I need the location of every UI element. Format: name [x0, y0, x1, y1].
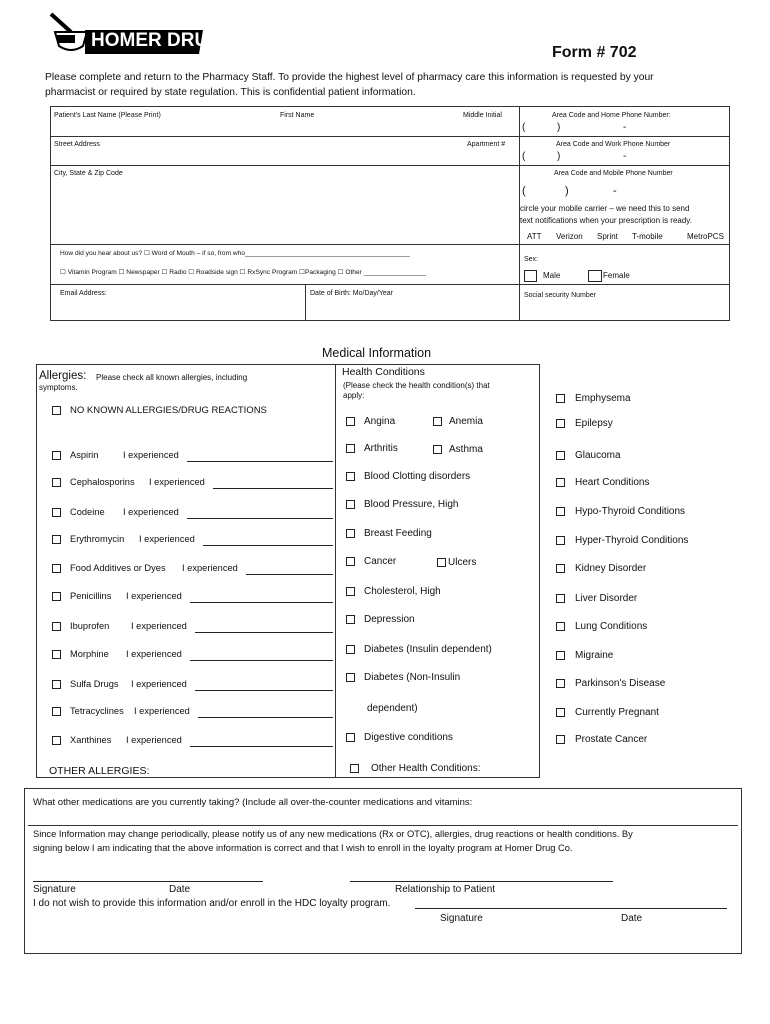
relationship-line[interactable] — [350, 881, 613, 882]
allergies-title: Allergies: — [39, 370, 87, 382]
condition-checkbox[interactable] — [556, 394, 565, 403]
allergy-label: Ibuprofen — [70, 621, 110, 631]
condition-blood-pressure-checkbox[interactable] — [346, 500, 355, 509]
date-label: Date — [169, 884, 191, 895]
allergy-experienced-label: I experienced — [126, 735, 182, 745]
work-phone-label: Area Code and Work Phone Number — [556, 141, 671, 148]
logo-text: HOMER DRUGS — [91, 30, 236, 51]
form-number: Form # 702 — [552, 44, 637, 61]
condition-diabetes-insulin-checkbox[interactable] — [346, 645, 355, 654]
condition-checkbox[interactable] — [556, 564, 565, 573]
condition-checkbox[interactable] — [556, 536, 565, 545]
allergy-label: Xanthines — [70, 735, 112, 745]
allergy-experienced-line[interactable] — [198, 717, 333, 718]
home-phone-label: Area Code and Home Phone Number: — [552, 112, 671, 119]
condition-angina-checkbox[interactable] — [346, 417, 355, 426]
condition-checkbox[interactable] — [556, 708, 565, 717]
optout-signature-line[interactable] — [415, 908, 727, 909]
relationship-label: Relationship to Patient — [395, 884, 496, 895]
ssn-label: Social security Number — [524, 292, 596, 299]
allergies-note-1: Please check all known allergies, including — [96, 373, 248, 382]
allergy-checkbox[interactable] — [52, 707, 61, 716]
condition-anemia-checkbox[interactable] — [433, 417, 442, 426]
medical-section-title: Medical Information — [322, 346, 432, 360]
carrier-note-2: text notifications when your prescription is ready. — [520, 216, 692, 225]
allergy-experienced-label: I experienced — [123, 507, 179, 517]
medications-question: What other medications are you currently taking? (Include all over-the-counter medications and vitamins: — [33, 797, 473, 808]
allergy-checkbox[interactable] — [52, 650, 61, 659]
other-allergies-label: OTHER ALLERGIES: — [49, 765, 150, 777]
allergy-experienced-label: I experienced — [149, 477, 205, 487]
notice-line-2: signing below I am indicating that the above information is correct and that I wish to enroll in the loyalty program at Homer Drug Co. — [33, 843, 573, 853]
patient-info-box — [50, 106, 730, 321]
male-label: Male — [543, 271, 561, 280]
mobile-phone-label: Area Code and Mobile Phone Number — [554, 170, 673, 177]
condition-label: Hypo-Thyroid Conditions — [575, 506, 686, 517]
allergy-experienced-line[interactable] — [190, 660, 333, 661]
condition-cancer-checkbox[interactable] — [346, 557, 355, 566]
condition-asthma-checkbox[interactable] — [433, 445, 442, 454]
allergy-experienced-line[interactable] — [246, 574, 333, 575]
conditions-title: Health Conditions — [342, 366, 425, 378]
carrier-verizon[interactable]: Verizon — [556, 232, 583, 241]
condition-digestive-checkbox[interactable] — [346, 733, 355, 742]
allergy-checkbox[interactable] — [52, 680, 61, 689]
allergy-label: Sulfa Drugs — [70, 679, 119, 689]
allergy-checkbox[interactable] — [52, 592, 61, 601]
allergy-label: Morphine — [70, 649, 109, 659]
last-name-label: Patient's Last Name (Please Print) — [54, 112, 161, 119]
condition-label: Currently Pregnant — [575, 707, 659, 718]
allergy-label: Penicillins — [70, 591, 112, 601]
allergy-experienced-label: I experienced — [182, 563, 238, 573]
allergy-checkbox[interactable] — [52, 736, 61, 745]
optout-text: I do not wish to provide this information and/or enroll in the HDC loyalty program. — [33, 898, 391, 909]
allergy-experienced-label: I experienced — [126, 649, 182, 659]
allergy-experienced-line[interactable] — [190, 746, 333, 747]
condition-label: Glaucoma — [575, 450, 621, 461]
allergy-none-checkbox[interactable] — [52, 406, 61, 415]
apartment-label: Apartment # — [467, 141, 506, 148]
allergy-checkbox[interactable] — [52, 564, 61, 573]
signature-line[interactable] — [33, 881, 263, 882]
carrier-att[interactable]: ATT — [527, 232, 542, 241]
intro-line-1: Please complete and return to the Pharmacy Staff. To provide the highest level of pharmacy care this information is requested by your — [45, 72, 654, 83]
condition-blood-clotting-checkbox[interactable] — [346, 472, 355, 481]
hear-about-label[interactable]: How did you hear about us? ☐ Word of Mouth – if so, from who_____________________________________________ — [60, 250, 411, 257]
condition-label: Lung Conditions — [575, 621, 648, 632]
female-checkbox[interactable] — [588, 270, 602, 282]
condition-label: Prostate Cancer — [575, 734, 648, 745]
carrier-metropcs[interactable]: MetroPCS — [687, 232, 724, 241]
male-checkbox[interactable] — [524, 270, 537, 282]
allergy-label: Aspirin — [70, 450, 99, 460]
optout-date-label: Date — [621, 913, 643, 924]
hear-about-options[interactable]: ☐ Vitamin Program ☐ Newspaper ☐ Radio ☐ Roadside sign ☐ RxSync Program ☐Packaging ☐ Other _________________ — [60, 269, 427, 276]
allergy-label: Cephalosporins — [70, 477, 135, 487]
signature-label: Signature — [33, 884, 76, 895]
condition-ulcers-checkbox[interactable] — [437, 558, 446, 567]
notice-line-1: Since Information may change periodically, please notify us of any new medications (Rx or OTC), allergies, drug reactions or health conditions. By — [33, 829, 633, 839]
dob-label: Date of Birth: Mo/Day/Year — [310, 290, 394, 297]
condition-depression-checkbox[interactable] — [346, 615, 355, 624]
condition-label: Hyper-Thyroid Conditions — [575, 535, 689, 546]
allergy-experienced-label: I experienced — [131, 621, 187, 631]
allergy-experienced-line[interactable] — [187, 518, 333, 519]
condition-cholesterol-checkbox[interactable] — [346, 587, 355, 596]
allergy-checkbox[interactable] — [52, 451, 61, 460]
condition-label: Liver Disorder — [575, 593, 638, 604]
condition-checkbox[interactable] — [556, 451, 565, 460]
condition-checkbox[interactable] — [556, 735, 565, 744]
allergy-checkbox[interactable] — [52, 622, 61, 631]
condition-label: Heart Conditions — [575, 477, 650, 488]
condition-label: Migraine — [575, 650, 614, 661]
allergy-experienced-line[interactable] — [195, 690, 333, 691]
condition-checkbox[interactable] — [556, 507, 565, 516]
condition-label: Kidney Disorder — [575, 563, 647, 574]
allergy-experienced-line[interactable] — [213, 488, 333, 489]
allergy-label: Tetracyclines — [70, 706, 124, 716]
allergy-experienced-label: I experienced — [131, 679, 187, 689]
allergy-label: Codeine — [70, 507, 105, 517]
allergies-note-2: symptoms. — [39, 383, 78, 392]
condition-checkbox[interactable] — [556, 622, 565, 631]
female-label: Female — [603, 271, 630, 280]
condition-checkbox[interactable] — [556, 594, 565, 603]
allergy-experienced-label: I experienced — [126, 591, 182, 601]
condition-checkbox[interactable] — [556, 651, 565, 660]
condition-checkbox[interactable] — [556, 679, 565, 688]
email-label: Email Address: — [60, 290, 107, 297]
condition-checkbox[interactable] — [556, 419, 565, 428]
sex-label: Sex: — [524, 256, 539, 263]
condition-arthritis-checkbox[interactable] — [346, 444, 355, 453]
allergy-experienced-label: I experienced — [139, 534, 195, 544]
intro-line-2: pharmacist or required by state regulation. This is confidential patient information. — [45, 87, 416, 98]
middle-initial-label: Middle Initial — [463, 112, 502, 119]
allergy-checkbox[interactable] — [52, 508, 61, 517]
allergy-checkbox[interactable] — [52, 478, 61, 487]
condition-checkbox[interactable] — [556, 478, 565, 487]
optout-signature-label: Signature — [440, 913, 483, 924]
footer-box — [24, 788, 742, 954]
allergy-experienced-line[interactable] — [203, 545, 333, 546]
condition-other-checkbox[interactable] — [350, 764, 359, 773]
carrier-sprint[interactable]: Sprint — [597, 232, 618, 241]
first-name-label: First Name — [280, 112, 315, 119]
allergy-experienced-line[interactable] — [187, 461, 333, 462]
allergy-none-row: NO KNOWN ALLERGIES/DRUG REACTIONS — [52, 405, 332, 419]
condition-label: Emphysema — [575, 393, 631, 404]
conditions-note-1: (Please check the health condition(s) that — [343, 381, 490, 390]
carrier-note-1: circle your mobile carrier – we need this to send — [520, 204, 690, 213]
conditions-note-2: apply: — [343, 391, 365, 400]
city-label: City, State & Zip Code — [54, 170, 123, 177]
condition-diabetes-non-checkbox[interactable] — [346, 673, 355, 682]
condition-label: Epilepsy — [575, 418, 613, 429]
street-label: Street Address — [54, 141, 100, 148]
allergy-label: Erythromycin — [70, 534, 125, 544]
allergy-experienced-label: I experienced — [123, 450, 179, 460]
condition-breast-feeding-checkbox[interactable] — [346, 529, 355, 538]
allergy-label: Food Additives or Dyes — [70, 563, 166, 573]
allergy-experienced-label: I experienced — [134, 706, 190, 716]
condition-label: Parkinson's Disease — [575, 678, 666, 689]
allergy-experienced-line[interactable] — [190, 602, 333, 603]
allergy-experienced-line[interactable] — [195, 632, 333, 633]
carrier-tmobile[interactable]: T-mobile — [632, 232, 663, 241]
allergy-checkbox[interactable] — [52, 535, 61, 544]
logo — [45, 10, 236, 60]
condition-diabetes-non-line2: dependent) — [367, 703, 418, 714]
